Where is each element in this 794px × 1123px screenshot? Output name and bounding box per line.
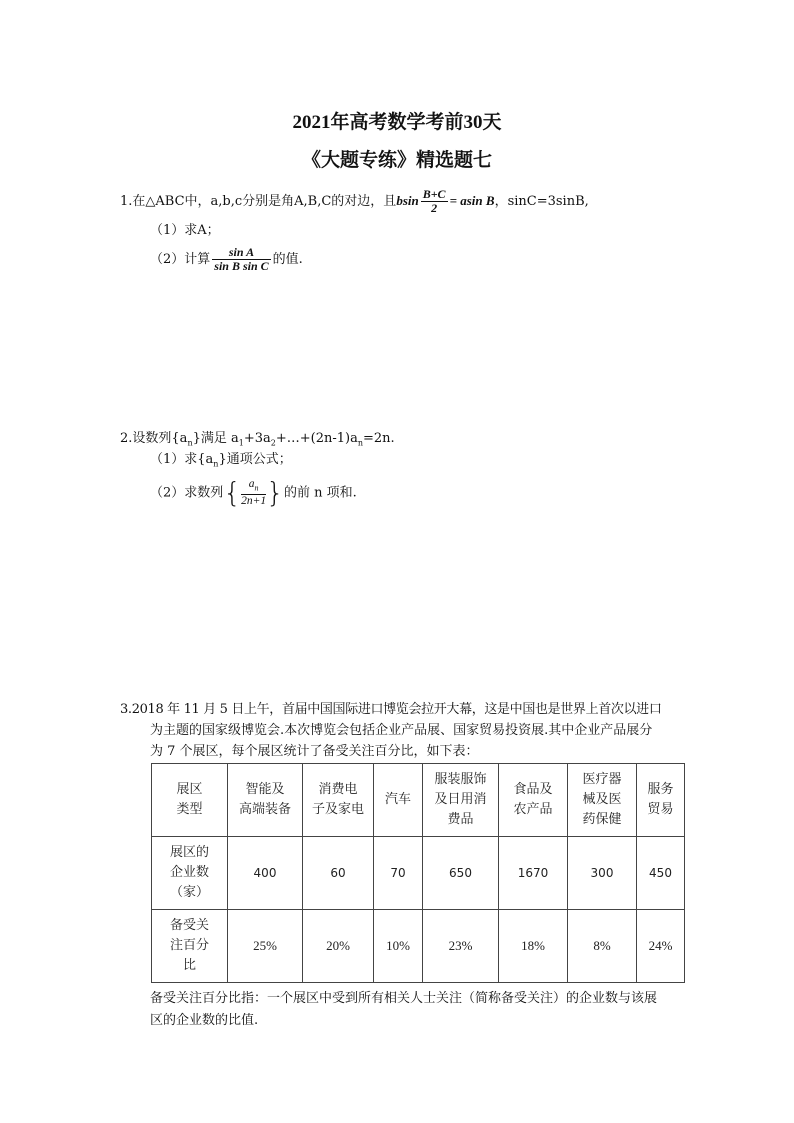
q3-line3: 为 7 个展区，每个展区统计了备受关注百分比，如下表： [150,744,479,759]
q2-sub-2: 2 [270,438,276,448]
q1-sub2-pre: （2）计算 [150,252,211,267]
header-cell-smart [228,764,303,837]
q1-eq-right: = asin B [449,193,495,208]
table-row-companies [152,837,685,910]
table-cell: 60 [303,837,374,910]
header-cell-apparel [423,764,499,837]
q2-sub2-post: 的前 n 项和. [283,485,357,501]
row-label-companies [152,837,228,910]
table-cell: 1670 [499,837,568,910]
header-text: 医疗器 [582,772,622,787]
q1-sub2-fraction [212,246,270,273]
table-header-row [152,764,685,837]
q3-line2: 为主题的国家级博览会.本次博览会包括企业产品展、国家贸易投资展.其中企业产品展分 [150,723,653,738]
row-label-text: 展区的 [169,845,209,860]
q1-sub1: （1）求A； [150,223,220,238]
row-label-text: 比 [182,958,196,973]
header-text: 服务 [647,782,674,797]
header-text: 展区 [176,782,203,797]
q2-lead-b: }满足 a [192,431,239,446]
q1-eq-denominator: 2 [431,201,438,215]
q2-frac-den: 2n+1 [241,495,267,508]
header-text: 械及医 [582,792,622,807]
table-row-attention [152,910,685,983]
row-label-attention [152,910,228,983]
q2-sequence-braces: { $a_n$ 2n+1 } [223,476,284,510]
q1-stem [120,188,589,215]
q2-sub-1: 1 [238,438,244,448]
q1-lead: 1.在△ABC中，a,b,c分别是角A,B,C的对边，且 [120,194,397,209]
header-cell-auto [374,764,423,837]
q2-stem [120,430,395,453]
page-title: 2021年高考数学考前30天 [292,112,502,133]
q2-sub-n: n [187,438,193,448]
q2-sub1-n: n [213,459,219,469]
q2-lead-e: =2n. [363,431,395,446]
q1-sub2-denominator: sin B sin C [214,259,269,273]
table-cell: 25% [228,910,303,983]
table-cell: 400 [228,837,303,910]
header-text: 费品 [447,812,474,827]
q2-lead-c: +3a [243,431,271,446]
table-cell: 450 [637,837,685,910]
header-text: 类型 [176,802,203,817]
q1-sub2-numerator: sin A [228,245,255,259]
exhibition-table [151,763,685,983]
q1-eq-left: bsin [396,193,419,208]
q3-note2: 区的企业数的比值. [150,1013,259,1028]
q2-sub1-a: （1）求{a [150,452,214,467]
table-cell: 300 [568,837,637,910]
q1-eq-fraction [421,188,448,215]
header-text: 药保健 [582,812,622,827]
q2-sequence-fraction [241,478,266,508]
q2-sub-3: n [357,438,364,448]
q2-lead-d: +…+(2n-1)a [275,431,358,446]
table-cell: 23% [423,910,499,983]
q2-frac-num: a [248,478,255,490]
q2-frac-num-sub: n [254,483,259,493]
header-text: 食品及 [513,782,553,797]
header-text: 消费电 [318,782,358,797]
table-cell: 10% [374,910,423,983]
q2-lead-a: 2.设数列{a [120,431,188,446]
q2-sub1 [150,451,292,474]
header-text: 贸易 [647,802,674,817]
q1-tail: ，sinC=3sinB, [494,194,589,209]
header-text: 及日用消 [434,792,487,807]
header-cell-food [499,764,568,837]
row-label-text: （家） [169,885,209,900]
header-text: 子及家电 [311,802,364,817]
table-cell: 24% [637,910,685,983]
page-subtitle: 《大题专练》精选题七 [301,150,492,171]
table-cell: 20% [303,910,374,983]
header-text: 农产品 [513,802,553,817]
header-cell-medical [568,764,637,837]
header-text: 高端装备 [238,802,291,817]
header-text: 服装服饰 [434,772,487,787]
table-cell: 8% [568,910,637,983]
header-cell-service [637,764,685,837]
q2-sub2 [150,478,357,508]
table-cell: 650 [423,837,499,910]
q1-sub2 [150,246,303,273]
table-cell: 70 [374,837,423,910]
header-text: 汽车 [384,792,411,807]
row-label-text: 备受关 [169,918,209,933]
q1-sub2-post: 的值. [272,252,303,267]
header-text: 智能及 [245,782,285,797]
row-label-text: 企业数 [169,865,209,880]
q3-line1: 3.2018 年 11 月 5 日上午，首届中国国际进口博览会拉开大幕，这是中国也是世界上首次以进口 [120,702,662,717]
q2-sub1-b: }通项公式； [218,452,292,467]
q2-sub2-pre: （2）求数列 [150,485,224,501]
header-cell-type [152,764,228,837]
row-label-text: 注百分 [169,938,209,953]
q3-note1: 备受关注百分比指：一个展区中受到所有相关人士关注（简称备受关注）的企业数与该展 [150,991,658,1006]
header-cell-electronics [303,764,374,837]
table-cell: 18% [499,910,568,983]
q1-eq-numerator: B+C [422,187,446,201]
